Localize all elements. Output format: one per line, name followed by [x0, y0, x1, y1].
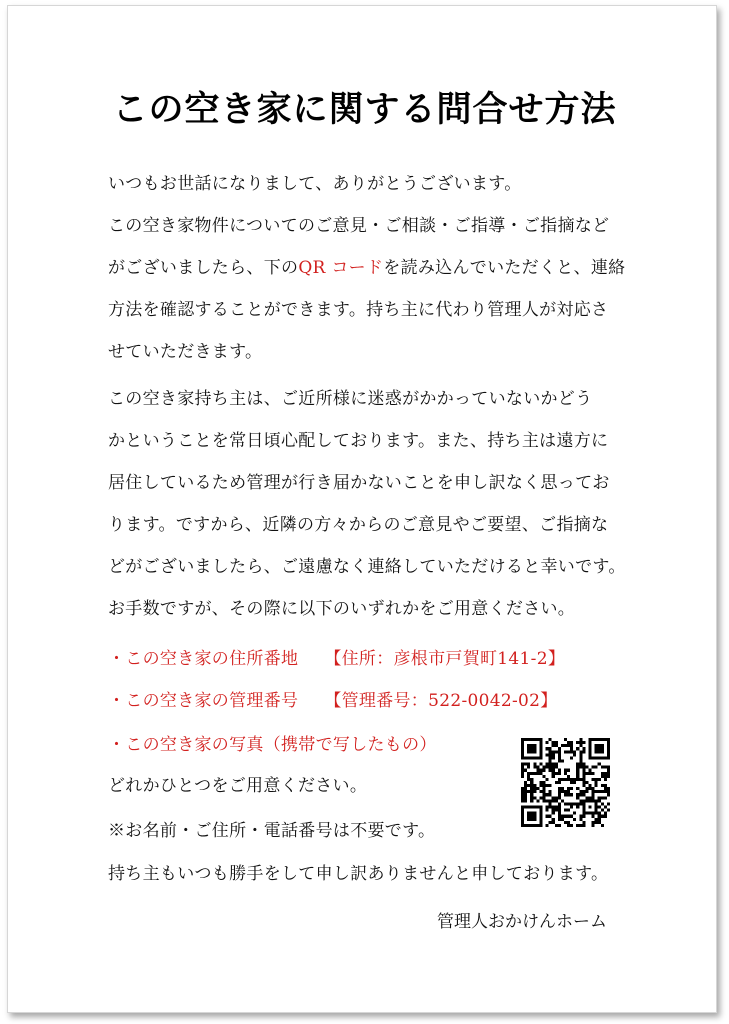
any-one-text: どれかひとつをご用意ください。: [108, 776, 368, 796]
para1-line2: [108, 258, 625, 278]
list-item-label: ・この空き家の写真（携帯で写したもの）: [108, 735, 437, 755]
note-text: ※お名前・ご住所・電話番号は不要です。: [108, 821, 436, 841]
signature: 管理人おかけんホーム: [437, 912, 607, 932]
para2-line5: どがございましたら、ご遠慮なく連絡していただけると幸いです。: [108, 557, 626, 577]
page-title: この空き家に関する問合せ方法: [112, 90, 617, 130]
document-page: [7, 5, 717, 1013]
apology-text: 持ち主もいつも勝手をして申し訳ありませんと申しております。: [108, 864, 609, 884]
list-item-photo: [108, 735, 437, 755]
para2-line1: この空き家持ち主は、ご近所様に迷惑がかかっていないかどう: [108, 389, 593, 409]
para1-line3: 方法を確認することができます。持ち主に代わり管理人が対応さ: [108, 300, 609, 320]
para2-line4: ります。ですから、近隣の方々からのご意見やご要望、ご指摘な: [108, 515, 609, 535]
para1-line1: この空き家物件についてのご意見・ご相談・ご指導・ご指摘など: [108, 216, 610, 236]
list-item-label: ・この空き家の管理番号: [108, 691, 299, 711]
list-item-label: ・この空き家の住所番地: [108, 649, 299, 669]
greeting-text: いつもお世話になりまして、ありがとうございます。: [108, 174, 522, 194]
list-item-value: 【管理番号：522-0042-02】: [324, 691, 558, 711]
list-item-management-number: [108, 691, 558, 711]
para1-line2-before: がございましたら、下の: [108, 258, 299, 278]
para1-line4: せていただきます。: [108, 342, 263, 362]
list-item-address: [108, 649, 565, 669]
qr-code-reference: QR コード: [298, 258, 384, 278]
request-text: お手数ですが、その際に以下のいずれかをご用意ください。: [108, 599, 576, 619]
para2-line2: かということを常日頃心配しております。また、持ち主は遠方に: [108, 431, 609, 451]
para1-line2-after: を読み込んでいただくと、連絡: [383, 258, 626, 278]
qr-code-icon[interactable]: [521, 738, 610, 827]
list-item-value: 【住所：彦根市戸賀町141-2】: [324, 649, 566, 669]
para2-line3: 居住しているため管理が行き届かないことを申し訳なく思ってお: [108, 473, 610, 493]
